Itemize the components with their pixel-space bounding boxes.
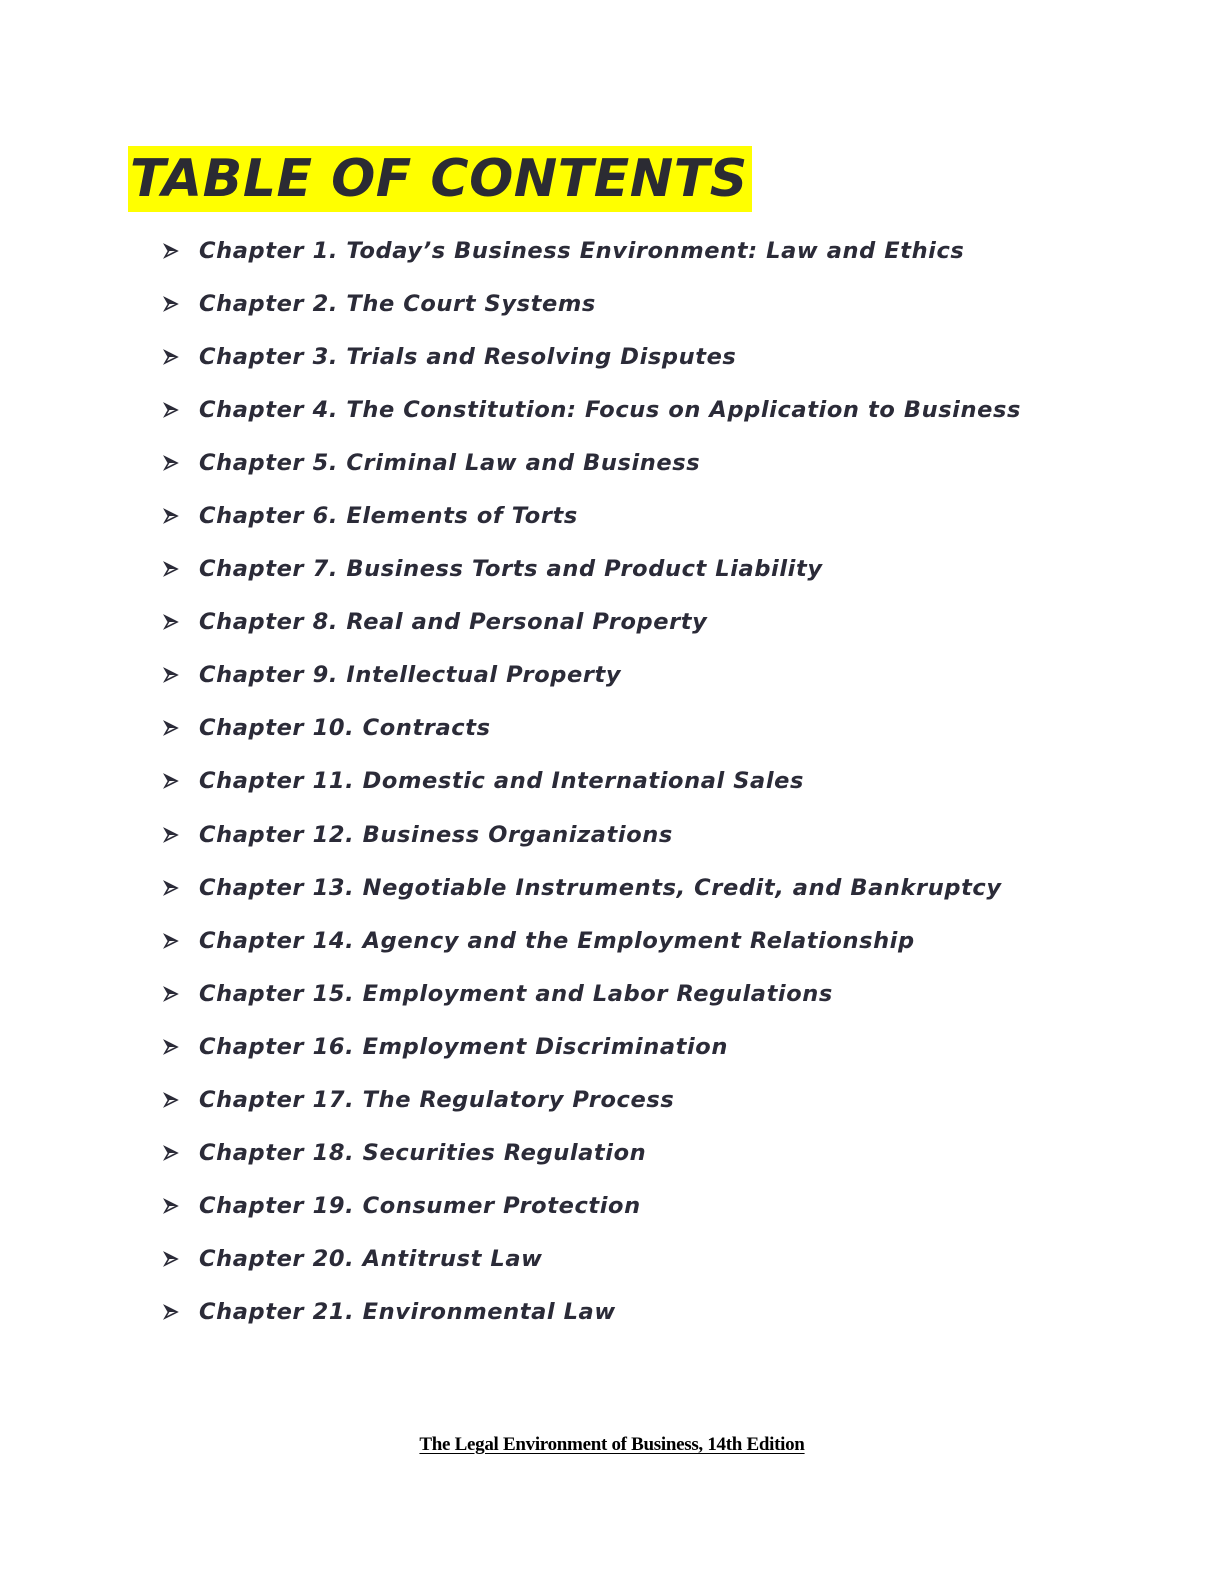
chapter-title: Chapter 15. Employment and Labor Regulations xyxy=(199,980,833,1007)
list-item xyxy=(163,489,1021,542)
arrowhead-bullet-icon xyxy=(163,296,199,312)
list-item xyxy=(163,967,1021,1020)
arrowhead-bullet-icon xyxy=(163,1251,199,1267)
arrowhead-bullet-icon xyxy=(163,880,199,896)
arrowhead-bullet-icon xyxy=(163,243,199,259)
list-item xyxy=(163,224,1021,277)
chapter-title: Chapter 13. Negotiable Instruments, Credit, and Bankruptcy xyxy=(199,874,1002,901)
footer-book-title: The Legal Environment of Business, 14th Edition xyxy=(419,1434,805,1455)
arrowhead-bullet-icon xyxy=(163,455,199,471)
arrowhead-bullet-icon xyxy=(163,1145,199,1161)
list-item xyxy=(163,1020,1021,1073)
arrowhead-bullet-icon xyxy=(163,508,199,524)
chapter-title: Chapter 20. Antitrust Law xyxy=(199,1246,543,1273)
list-item xyxy=(163,649,1021,702)
chapter-title: Chapter 11. Domestic and International Sales xyxy=(199,768,804,795)
chapter-title: Chapter 6. Elements of Torts xyxy=(199,503,578,530)
arrowhead-bullet-icon xyxy=(163,1092,199,1108)
chapter-list xyxy=(163,224,1021,1339)
arrowhead-bullet-icon xyxy=(163,1304,199,1320)
list-item xyxy=(163,277,1021,330)
arrowhead-bullet-icon xyxy=(163,720,199,736)
list-item xyxy=(163,1233,1021,1286)
chapter-title: Chapter 9. Intellectual Property xyxy=(199,662,622,689)
arrowhead-bullet-icon xyxy=(163,1198,199,1214)
arrowhead-bullet-icon xyxy=(163,933,199,949)
chapter-title: Chapter 10. Contracts xyxy=(199,715,491,742)
chapter-title: Chapter 1. Today’s Business Environment: Law and Ethics xyxy=(199,237,965,264)
arrowhead-bullet-icon xyxy=(163,773,199,789)
chapter-title: Chapter 8. Real and Personal Property xyxy=(199,609,708,636)
list-item xyxy=(163,914,1021,967)
chapter-title: Chapter 18. Securities Regulation xyxy=(199,1140,647,1167)
chapter-title: Chapter 3. Trials and Resolving Disputes xyxy=(199,343,737,370)
list-item xyxy=(163,1127,1021,1180)
chapter-title: Chapter 17. The Regulatory Process xyxy=(199,1087,675,1114)
list-item xyxy=(163,1074,1021,1127)
list-item xyxy=(163,436,1021,489)
list-item xyxy=(163,330,1021,383)
list-item xyxy=(163,702,1021,755)
list-item xyxy=(163,383,1021,436)
arrowhead-bullet-icon xyxy=(163,349,199,365)
arrowhead-bullet-icon xyxy=(163,614,199,630)
list-item xyxy=(163,596,1021,649)
list-item xyxy=(163,543,1021,596)
arrowhead-bullet-icon xyxy=(163,827,199,843)
chapter-title: Chapter 14. Agency and the Employment Relationship xyxy=(199,927,915,954)
arrowhead-bullet-icon xyxy=(163,1039,199,1055)
chapter-title: Chapter 4. The Constitution: Focus on Application to Business xyxy=(199,396,1021,423)
chapter-title: Chapter 2. The Court Systems xyxy=(199,290,596,317)
arrowhead-bullet-icon xyxy=(163,561,199,577)
chapter-title: Chapter 7. Business Torts and Product Liability xyxy=(199,556,823,583)
list-item xyxy=(163,755,1021,808)
page-title: TABLE OF CONTENTS xyxy=(128,146,752,212)
list-item xyxy=(163,808,1021,861)
chapter-title: Chapter 5. Criminal Law and Business xyxy=(199,449,701,476)
chapter-title: Chapter 12. Business Organizations xyxy=(199,821,673,848)
chapter-title: Chapter 16. Employment Discrimination xyxy=(199,1033,728,1060)
chapter-title: Chapter 21. Environmental Law xyxy=(199,1299,616,1326)
arrowhead-bullet-icon xyxy=(163,986,199,1002)
list-item xyxy=(163,1180,1021,1233)
arrowhead-bullet-icon xyxy=(163,402,199,418)
page-footer xyxy=(0,1434,1224,1456)
chapter-title: Chapter 19. Consumer Protection xyxy=(199,1193,641,1220)
arrowhead-bullet-icon xyxy=(163,667,199,683)
list-item xyxy=(163,861,1021,914)
list-item xyxy=(163,1286,1021,1339)
